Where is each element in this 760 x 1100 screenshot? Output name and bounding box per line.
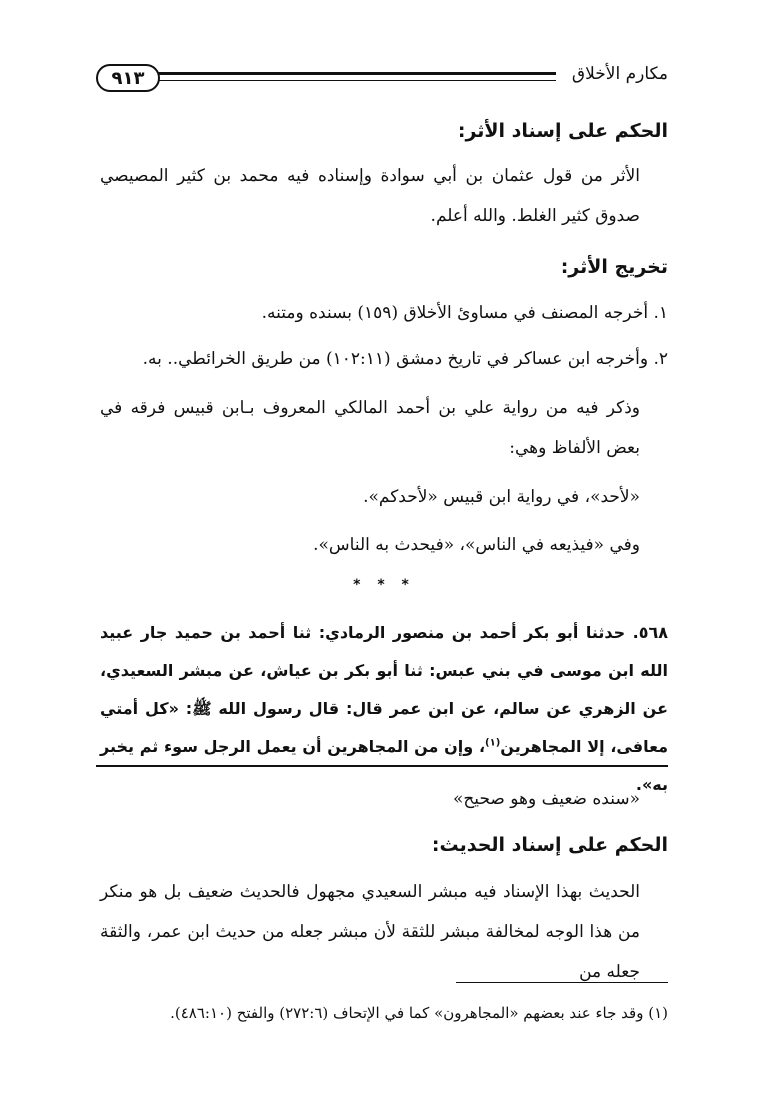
- athar-isnad-paragraph: الأثر من قول عثمان بن أبي سوادة وإسناده فيه محمد بن كثير المصيصي صدوق كثير الغلط. والله أعلم.: [100, 166, 640, 226]
- takhrij-note: وذكر فيه من رواية علي بن أحمد المالكي المعروف بـابن قبيس فرقه في بعض الألفاظ وهي:: [100, 398, 640, 458]
- section-heading-hadith-isnad: الحكم على إسناد الحديث:: [431, 834, 668, 856]
- hadith-isnad-paragraph: الحديث بهذا الإسناد فيه مبشر السعيدي مجهول فالحديث ضعيف بل هو منكر من هذا الوجه لمخالفة مبشر للثقة لأن مبشر جعله من حديث ابن عمر، والثقة جعله من: [100, 882, 640, 982]
- footnote-1: (١) وقد جاء عند بعضهم «المجاهرون» كما في الإتحاف (٢٧٢:٦) والفتح (٤٨٦:١٠).: [170, 1004, 668, 1022]
- footnote-divider: [456, 982, 668, 983]
- hadith-grade: «سنده ضعيف وهو صحيح»: [452, 789, 640, 809]
- variant-1: «لأحد»، في رواية ابن قبيس «لأحدكم».: [363, 487, 640, 507]
- takhrij-item-1: ١. أخرجه المصنف في مساوئ الأخلاق (١٥٩) بسنده ومتنه.: [261, 303, 668, 323]
- page-number: ٩١٣: [96, 64, 160, 92]
- section-separator: * * *: [353, 577, 415, 593]
- hadith-568: [100, 614, 668, 804]
- hadith-text-part2: ، وإن من المجاهرين أن يعمل الرجل سوء ثم يخبر به».: [100, 737, 668, 794]
- takhrij-item-2: ٢. وأخرجه ابن عساكر في تاريخ دمشق (١٠٢:١١) من طريق الخرائطي.. به.: [142, 349, 668, 369]
- hadith-text-part1: ٥٦٨. حدثنا أبو بكر أحمد بن منصور الرمادي: ثنا أحمد بن حميد جار عبيد الله ابن موسى في بني عبس: ثنا أبو بكر بن عياش، عن مبشر السعيدي، عن الزهري عن سالم، عن ابن عمر قال: قال رسول الله ﷺ: «كل أمتي معافى، إلا المجاهرين: [100, 623, 669, 756]
- section-heading-athar-isnad: الحكم على إسناد الأثر:: [457, 120, 668, 142]
- running-title: مكارم الأخلاق: [571, 64, 668, 84]
- page-header: [96, 62, 668, 96]
- variant-2: وفي «فيذيعه في الناس»، «فيحدث به الناس».: [313, 535, 640, 555]
- main-divider: [96, 765, 668, 767]
- section-heading-takhrij: تخريج الأثر:: [560, 256, 668, 278]
- header-rule: [158, 72, 556, 81]
- footnote-ref-1[interactable]: (١): [485, 737, 501, 749]
